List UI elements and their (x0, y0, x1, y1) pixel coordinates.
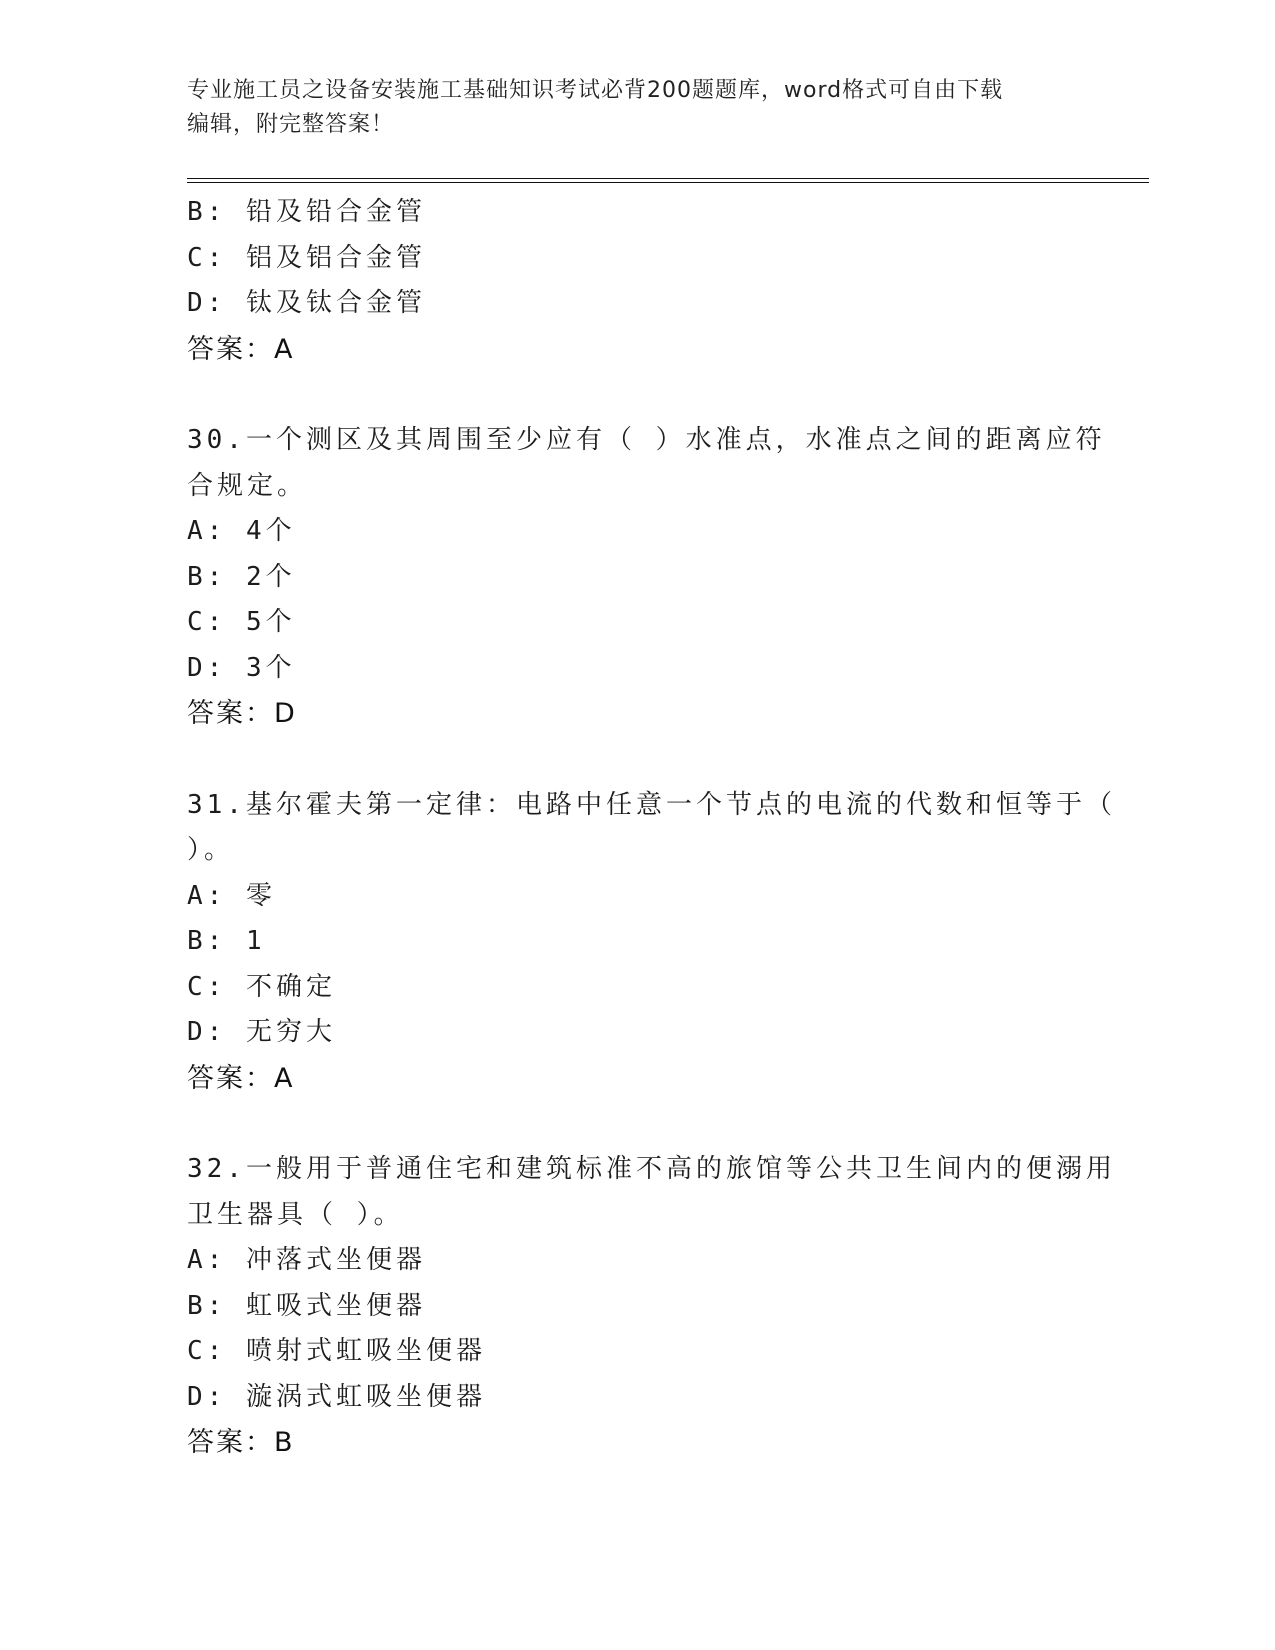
answer-line: 答案：A (187, 333, 295, 365)
question-content (187, 190, 1116, 1466)
question-30 (187, 418, 1106, 737)
question-stem-line-1: 30.一个测区及其周围至少应有（ ）水准点，水准点之间的距离应符 (187, 425, 1106, 455)
option-b: B: 铅及铅合金管 (187, 197, 426, 227)
option-c: C: 不确定 (187, 971, 336, 1002)
option-c: C: 喷射式虹吸坐便器 (187, 1336, 486, 1366)
question-stem-line-2: 卫生器具（ ）。 (187, 1199, 404, 1230)
question-stem-line-1: 31.基尔霍夫第一定律：电路中任意一个节点的电流的代数和恒等于（ (187, 789, 1116, 820)
answer-line: 答案：D (187, 698, 297, 729)
option-d: D: 无穷大 (187, 1017, 336, 1047)
option-a: A: 零 (187, 880, 276, 911)
option-d: D: 钛及钛合金管 (187, 288, 426, 318)
header-divider-bottom (187, 182, 1149, 183)
question-stem-line-2: 合规定。 (187, 470, 308, 501)
answer-line: 答案：B (187, 1427, 295, 1458)
header-line-2: 编辑，附完整答案！ (187, 112, 395, 137)
document-header (187, 74, 1087, 142)
option-d: D: 漩涡式虹吸坐便器 (187, 1381, 486, 1412)
option-c: C: 5个 (187, 607, 296, 637)
question-stem-line-2: ）。 (187, 835, 235, 865)
option-a: A: 4个 (187, 516, 296, 546)
option-b: B: 2个 (187, 561, 296, 592)
option-d: D: 3个 (187, 652, 296, 683)
question-stem-line-1: 32.一般用于普通住宅和建筑标准不高的旅馆等公共卫生间内的便溺用 (187, 1154, 1116, 1184)
option-a: A: 冲落式坐便器 (187, 1245, 426, 1275)
partial-question (187, 190, 1087, 372)
header-divider-top (187, 178, 1149, 179)
question-31 (187, 783, 1116, 1102)
question-32 (187, 1147, 1116, 1466)
header-line-1: 专业施工员之设备安装施工基础知识考试必背200题题库，word格式可自由下载 (187, 78, 1004, 103)
option-c: C: 铝及铝合金管 (187, 242, 426, 273)
answer-line: 答案：A (187, 1062, 295, 1094)
option-b: B: 1 (187, 926, 266, 956)
option-b: B: 虹吸式坐便器 (187, 1290, 426, 1321)
